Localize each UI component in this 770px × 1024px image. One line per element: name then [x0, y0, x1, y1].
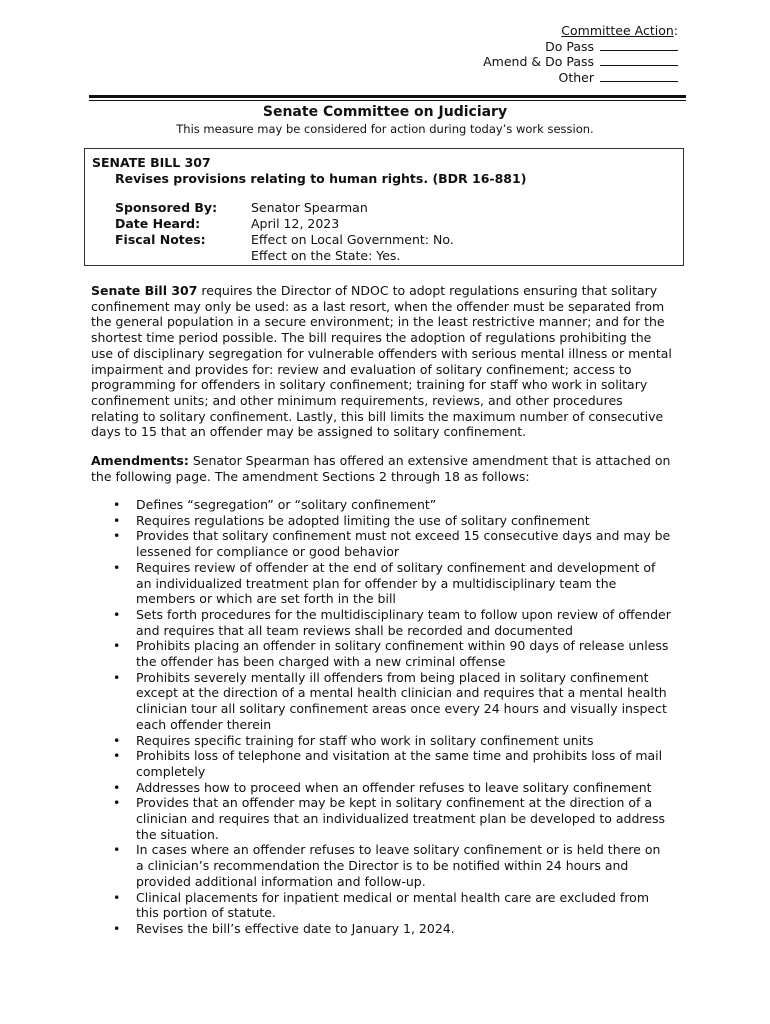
amendment-item-line: Defines “segregation” or “solitary confinement” — [136, 497, 437, 512]
amendment-item — [91, 795, 687, 842]
bill-summary-paragraph: Senate Bill 307 requires the Director of NDOC to adopt regulations ensuring that solitary confinement may only be used: as a last resort, when the offender must be separated from the general population in a secure environment; in the least restrictive manner; and for the shortest time period possible. The bill requires the adoption of regulations prohibiting the use of disciplinary segregation for vulnerable offenders with serious mental illness or mental impairment and provides for: review and evaluation of solitary confinement; access to programming for offenders in solitary confinement; training for staff who work in solitary confinement units; and other minimum requirements, reviews, and other procedures relating to solitary confinement. Lastly, this bill limits the maximum number of consecutive days to 15 that an offender may be assigned to solitary confinement. — [91, 283, 672, 440]
amendment-item-line: Requires specific training for staff who work in solitary confinement units — [136, 732, 594, 748]
amendment-item-line: Clinical placements for inpatient medical or mental health care are excluded from — [136, 889, 650, 905]
bullet-icon: • — [113, 889, 121, 905]
amendment-item — [91, 780, 687, 796]
header-rule-thin — [89, 100, 686, 101]
amendment-item-line: the situation. — [136, 826, 219, 842]
bullet-icon: • — [113, 920, 121, 936]
amendment-item — [91, 560, 687, 607]
amendment-item-line: Revises the bill’s effective date to January 1, 2024. — [136, 920, 455, 936]
amendment-list — [91, 497, 687, 937]
amendment-item-line: Sets forth procedures for the multidisciplinary team to follow upon review of offender — [136, 606, 671, 622]
amendment-item-line: completely — [136, 763, 206, 779]
amendment-item-line: lessened for compliance or good behavior — [136, 544, 400, 560]
committee-action-block: Committee Action: Do Pass Amend & Do Pass Other — [483, 23, 678, 85]
bullet-icon: • — [113, 606, 121, 622]
amendment-item — [91, 638, 687, 669]
action-blank-line — [600, 71, 678, 82]
fiscal-state-value: Effect on the State: Yes. — [251, 248, 401, 263]
bullet-icon: • — [113, 512, 121, 528]
amendment-item-line: members or which are set forth in the bill — [136, 591, 396, 607]
amendment-item — [91, 513, 687, 529]
amendment-item-line: a clinician’s recommendation the Director is to be notified within 24 hours and — [136, 858, 629, 874]
amendment-item-line: this portion of statute. — [136, 905, 276, 921]
amendment-item-line: except at the direction of a mental health clinician and requires that a mental health — [136, 685, 667, 701]
amendment-item — [91, 607, 687, 638]
bullet-icon: • — [113, 842, 121, 858]
bullet-icon: • — [113, 497, 121, 512]
action-option-amend-do-pass: Amend & Do Pass — [483, 54, 678, 70]
amendment-item-line: the offender has been charged with a new criminal offense — [136, 654, 506, 670]
amendment-item-line: Provides that an offender may be kept in solitary confinement at the direction of a — [136, 795, 653, 811]
amendment-item — [91, 842, 687, 889]
bullet-icon: • — [113, 732, 121, 748]
amendment-item-line: Prohibits loss of telephone and visitation at the same time and prohibits loss of mail — [136, 748, 663, 764]
action-blank-line — [600, 55, 678, 66]
amendments-lead: Amendments: — [91, 453, 189, 468]
action-option-do-pass: Do Pass — [483, 39, 678, 55]
amendment-item — [91, 921, 687, 937]
bullet-icon: • — [113, 748, 121, 764]
bullet-icon: • — [113, 638, 121, 654]
amendments-paragraph: Amendments: Senator Spearman has offered an extensive amendment that is attached on the following page. The amendment Sections 2 through 18 as follows: — [91, 453, 671, 484]
header-rule-thick — [89, 95, 686, 98]
bullet-icon: • — [113, 779, 121, 795]
considered-note: This measure may be considered for action during today’s work session. — [176, 122, 594, 136]
amendment-item-line: Prohibits placing an offender in solitary confinement within 90 days of release unless — [136, 638, 669, 654]
amendment-item-line: Requires regulations be adopted limiting the use of solitary confinement — [136, 512, 590, 528]
amendment-item — [91, 497, 687, 513]
amendment-item — [91, 528, 687, 559]
amendment-item — [91, 748, 687, 779]
amendment-item — [91, 670, 687, 733]
amendment-item-line: Provides that solitary confinement must not exceed 15 consecutive days and may be — [136, 528, 671, 544]
amendment-item-line: Addresses how to proceed when an offender refuses to leave solitary confinement — [136, 779, 652, 795]
sponsored-by-value: Senator Spearman — [251, 200, 368, 215]
amendment-item-line: provided additional information and follow-up. — [136, 873, 426, 889]
date-heard-value: April 12, 2023 — [251, 216, 340, 231]
committee-action-heading: Committee Action — [561, 23, 674, 38]
amendment-item-line: and requires that all team reviews shall be recorded and documented — [136, 622, 573, 638]
amendment-item-line: clinician tour all solitary confinement areas once every 24 hours and visually inspect — [136, 701, 667, 717]
amendment-item-line: each offender therein — [136, 716, 272, 732]
action-option-other: Other — [483, 70, 678, 86]
bill-description: Revises provisions relating to human rights. (BDR 16-881) — [115, 171, 527, 186]
bullet-icon: • — [113, 528, 121, 544]
amendment-item-line: In cases where an offender refuses to leave solitary confinement or is held there on — [136, 842, 661, 858]
amendment-item-line: Requires review of offender at the end of solitary confinement and development of — [136, 559, 656, 575]
action-blank-line — [600, 40, 678, 51]
bill-info-box — [84, 148, 684, 266]
bullet-icon: • — [113, 559, 121, 575]
amendment-item — [91, 733, 687, 749]
committee-title: Senate Committee on Judiciary — [262, 104, 508, 120]
bullet-icon: • — [113, 795, 121, 811]
amendment-item-line: clinician and requires that an individualized treatment plan be developed to address — [136, 811, 665, 827]
summary-lead: Senate Bill 307 — [91, 283, 198, 298]
sponsored-by-label: Sponsored By: — [115, 200, 218, 215]
bullet-icon: • — [113, 669, 121, 685]
fiscal-notes-label: Fiscal Notes: — [115, 232, 206, 247]
fiscal-local-value: Effect on Local Government: No. — [251, 232, 454, 247]
amendment-item-line: Prohibits severely mentally ill offenders from being placed in solitary confinement — [136, 669, 649, 685]
amendment-item-line: an individualized treatment plan for offender by a multidisciplinary team the — [136, 575, 617, 591]
bill-number: SENATE BILL 307 — [92, 155, 211, 170]
date-heard-label: Date Heard: — [115, 216, 201, 231]
amendment-item — [91, 890, 687, 921]
